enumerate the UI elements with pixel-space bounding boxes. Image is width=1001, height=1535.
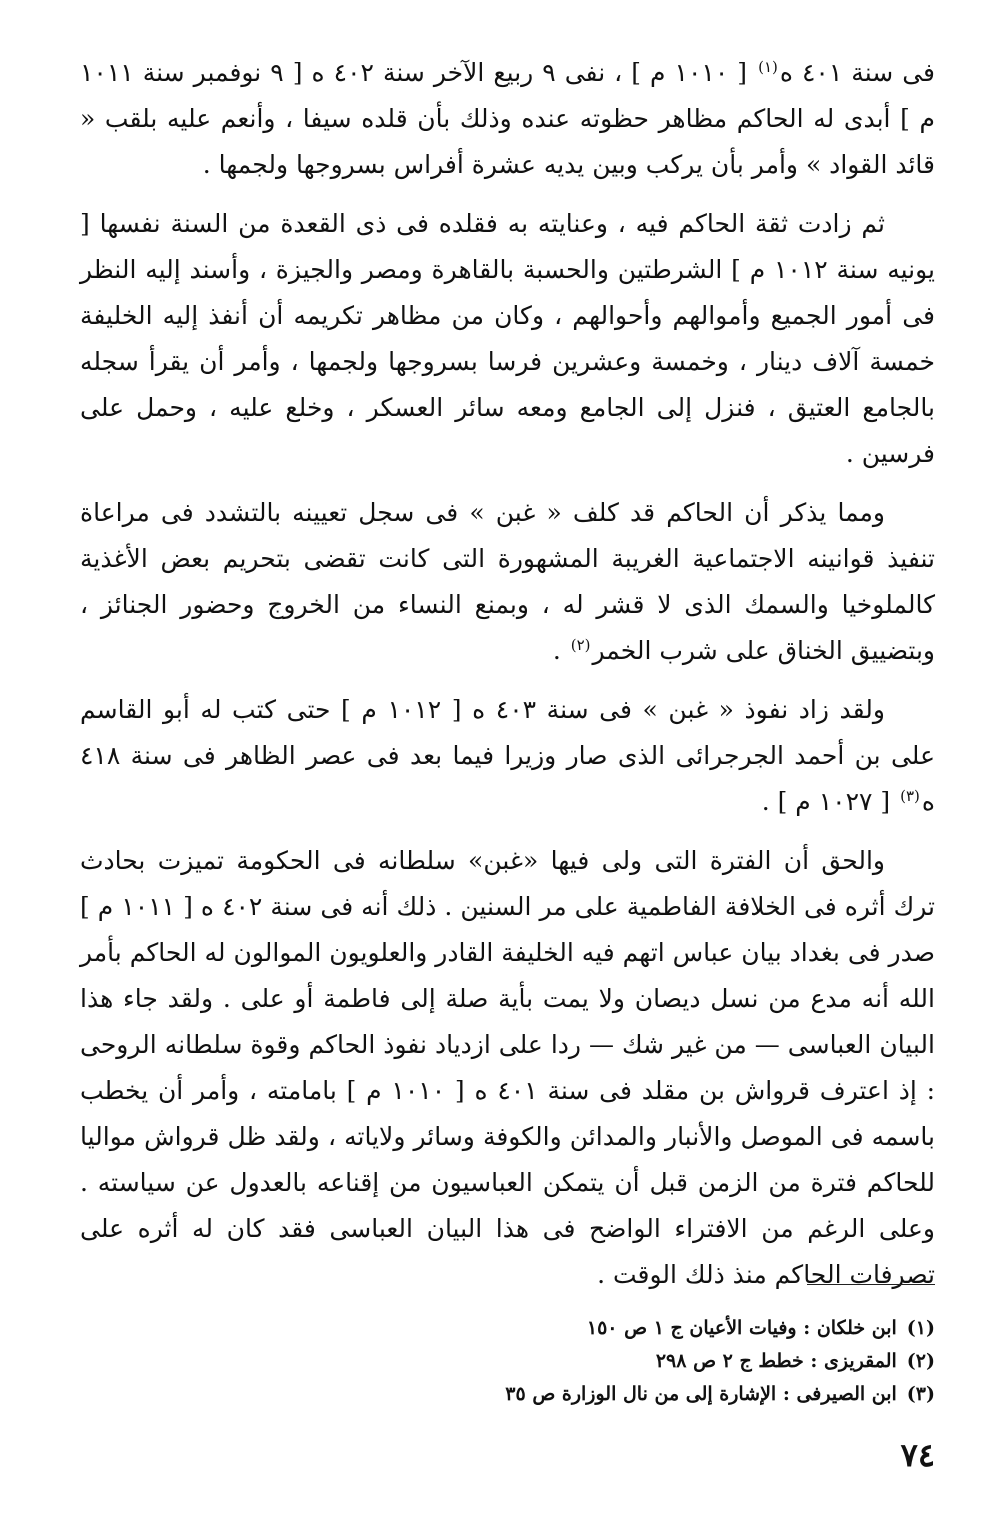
paragraph-text: ولقد زاد نفوذ « غبن » فى سنة ٤٠٣ ه [ ١٠١٢ م ] حتى كتب له أبو القاسم على بن أحمد الجرجرائى الذى صار وزيرا فيما بعد فى عصر الظاهر فى سنة ٤١٨ ه bbox=[80, 695, 935, 816]
footnote-marker-3: (٣) bbox=[900, 786, 920, 805]
footnote-number: (٢) bbox=[906, 1350, 935, 1372]
paragraph-text: فى سنة ٤٠١ ه bbox=[779, 58, 936, 87]
footnote-text: ابن خلكان : وفيات الأعيان ج ١ ص ١٥٠ bbox=[586, 1317, 897, 1339]
paragraph-text: ومما يذكر أن الحاكم قد كلف « غبن » فى سجل تعيينه بالتشدد فى مراعاة تنفيذ قوانينه الاجتماعية الغريبة المشهورة التى كانت تقضى بتحريم بعض الأغذية كالملوخيا والسمك الذى لا قشر له ، وبمنع النساء من الخروج وحضور الجنائز ، وبتضييق الخناق على شرب الخمر bbox=[80, 498, 935, 665]
footnote-2 bbox=[80, 1345, 935, 1378]
footnote-text: المقريزى : خطط ج ٢ ص ٢٩٨ bbox=[655, 1350, 897, 1372]
paragraph-5 bbox=[80, 838, 935, 1298]
paragraph-3 bbox=[80, 490, 935, 674]
footnote-separator bbox=[807, 1284, 935, 1285]
footnote-number: (١) bbox=[906, 1317, 935, 1339]
footnote-3 bbox=[80, 1378, 935, 1411]
paragraph-text: ثم زادت ثقة الحاكم فيه ، وعنايته به فقلده فى ذى القعدة من السنة نفسها [ يونيه سنة ١٠١٢ م ] الشرطتين والحسبة بالقاهرة ومصر والجيزة ، وأسند إليه النظر فى أمور الجميع وأموالهم وأحوالهم ، وكان من مظاهر تكريمه أن أنفذ إليه الخليفة خمسة آلاف دينار ، وخمسة وعشرين فرسا بسروجها ولجمها ، وأمر أن يقرأ سجله بالجامع العتيق ، فنزل إلى الجامع ومعه سائر العسكر ، وخلع عليه ، وحمل على فرسين . bbox=[80, 209, 936, 468]
paragraph-4 bbox=[80, 687, 935, 825]
paragraph-1 bbox=[80, 50, 935, 188]
paragraph-2 bbox=[80, 201, 935, 477]
footnote-marker-1: (١) bbox=[758, 57, 778, 76]
footnote-number: (٣) bbox=[906, 1383, 935, 1405]
page-number: ٧٤ bbox=[900, 1436, 935, 1474]
paragraph-text: [ ١٠١٠ م ] ، نفى ٩ ربيع الآخر سنة ٤٠٢ ه [ ٩ نوفمبر سنة ١٠١١ م ] أبدى له الحاكم مظاهر حظوته عنده وذلك بأن قلده سيفا ، وأنعم عليه بلقب « قائد القواد » وأمر بأن يركب وبين يديه عشرة أفراس بسروجها ولجمها . bbox=[80, 58, 935, 179]
main-text bbox=[80, 50, 935, 1298]
footnote-marker-2: (٢) bbox=[570, 635, 591, 654]
book-page bbox=[80, 50, 935, 1490]
paragraph-text: . bbox=[552, 636, 561, 665]
footnote-text: ابن الصيرفى : الإشارة إلى من نال الوزارة ص ٣٥ bbox=[505, 1383, 897, 1405]
footnote-1 bbox=[80, 1312, 935, 1345]
paragraph-text: [ ١٠٢٧ م ] . bbox=[761, 787, 891, 816]
footnotes bbox=[80, 1312, 935, 1411]
paragraph-text: والحق أن الفترة التى ولى فيها «غبن» سلطانه فى الحكومة تميزت بحادث ترك أثره فى الخلافة الفاطمية على مر السنين . ذلك أنه فى سنة ٤٠٢ ه [ ١٠١١ م ] صدر فى بغداد بيان عباس اتهم فيه الخليفة القادر والعلويون الموالون له الحاكم بأمر الله أنه مدع من نسل ديصان ولا يمت بأية صلة إلى فاطمة أو على . ولقد جاء هذا البيان العباسى — من غير شك — ردا على ازدياد نفوذ الحاكم وقوة سلطانه الروحى : إذ اعترف قرواش بن مقلد فى سنة ٤٠١ ه [ ١٠١٠ م ] بامامته ، وأمر أن يخطب باسمه فى الموصل والأنبار والمدائن والكوفة وسائر ولاياته ، ولقد ظل قرواش مواليا للحاكم فترة من الزمن قبل أن يتمكن العباسيون من إقناعه بالعدول عن سياسته . وعلى الرغم من الافتراء الواضح فى هذا البيان العباسى فقد كان له أثره على تصرفات الحاكم منذ ذلك الوقت . bbox=[80, 846, 936, 1289]
